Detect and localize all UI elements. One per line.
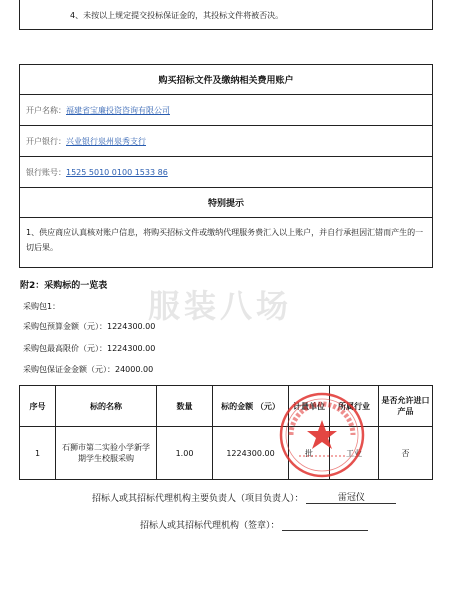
cell-index: 1: [20, 427, 56, 480]
top-note: 4、未按以上规定提交投标保证金的，其投标文件将被否决。: [70, 11, 284, 20]
account-number-label: 银行账号：: [26, 167, 66, 177]
header-index: 序号: [20, 386, 56, 427]
leader-signature: [92, 490, 396, 504]
agency-signature: [140, 518, 368, 531]
table-header-row: [20, 386, 433, 427]
package-deposit: 采购包保证金金额（元）：24000.00: [23, 365, 154, 374]
tips-text: 1、供应商应认真核对账户信息，将购买招标文件或缴纳代理服务费汇入以上账户，并自行承担因汇错而产生的一切后果。: [26, 228, 424, 252]
tips-title: 特别提示: [20, 188, 432, 218]
leader-name: 雷冠仪: [306, 490, 396, 504]
cell-unit: 批: [289, 427, 330, 480]
account-title: 购买招标文件及缴纳相关费用账户: [20, 65, 432, 95]
account-box: [19, 64, 433, 268]
package-title: 采购包1：: [23, 302, 61, 311]
package-max-price: 采购包最高限价（元）：1224300.00: [23, 344, 156, 353]
agency-seal-line: [282, 520, 368, 531]
official-seal-icon: [277, 390, 367, 480]
bank-value: 兴业银行泉州泉秀支行: [66, 136, 146, 146]
account-name-label: 开户名称：: [26, 105, 66, 115]
header-quantity: 数量: [157, 386, 213, 427]
account-number-row: [20, 157, 432, 188]
leader-label: 招标人或其招标代理机构主要负责人（项目负责人）：: [92, 494, 304, 504]
cell-import: 否: [379, 427, 433, 480]
cell-quantity: 1.00: [157, 427, 213, 480]
header-industry: 所属行业: [330, 386, 379, 427]
watermark: 服装八场: [148, 287, 293, 325]
cell-item-name: 石狮市第二实验小学新学期学生校服采购: [56, 427, 157, 480]
appendix-title: 附2：采购标的一览表: [20, 281, 108, 291]
bank-label: 开户银行：: [26, 136, 66, 146]
header-unit: 计量单位: [289, 386, 330, 427]
account-name-value: 福建省宝廉投资咨询有限公司: [66, 105, 170, 115]
package-budget: 采购包预算金额（元）：1224300.00: [23, 322, 156, 331]
account-number-value: 1525 5010 0100 1533 86: [66, 167, 168, 177]
items-table: [19, 385, 433, 480]
header-item-name: 标的名称: [56, 386, 157, 427]
cell-industry: 工业: [330, 427, 379, 480]
cell-amount: 1224300.00: [213, 427, 289, 480]
note-box: [19, 0, 433, 30]
agency-label: 招标人或其招标代理机构（签章）：: [140, 521, 280, 531]
header-amount: 标的金额 （元）: [213, 386, 289, 427]
account-name-row: [20, 95, 432, 126]
bank-row: [20, 126, 432, 157]
table-row: [20, 427, 433, 480]
header-import: 是否允许进口产品: [379, 386, 433, 427]
